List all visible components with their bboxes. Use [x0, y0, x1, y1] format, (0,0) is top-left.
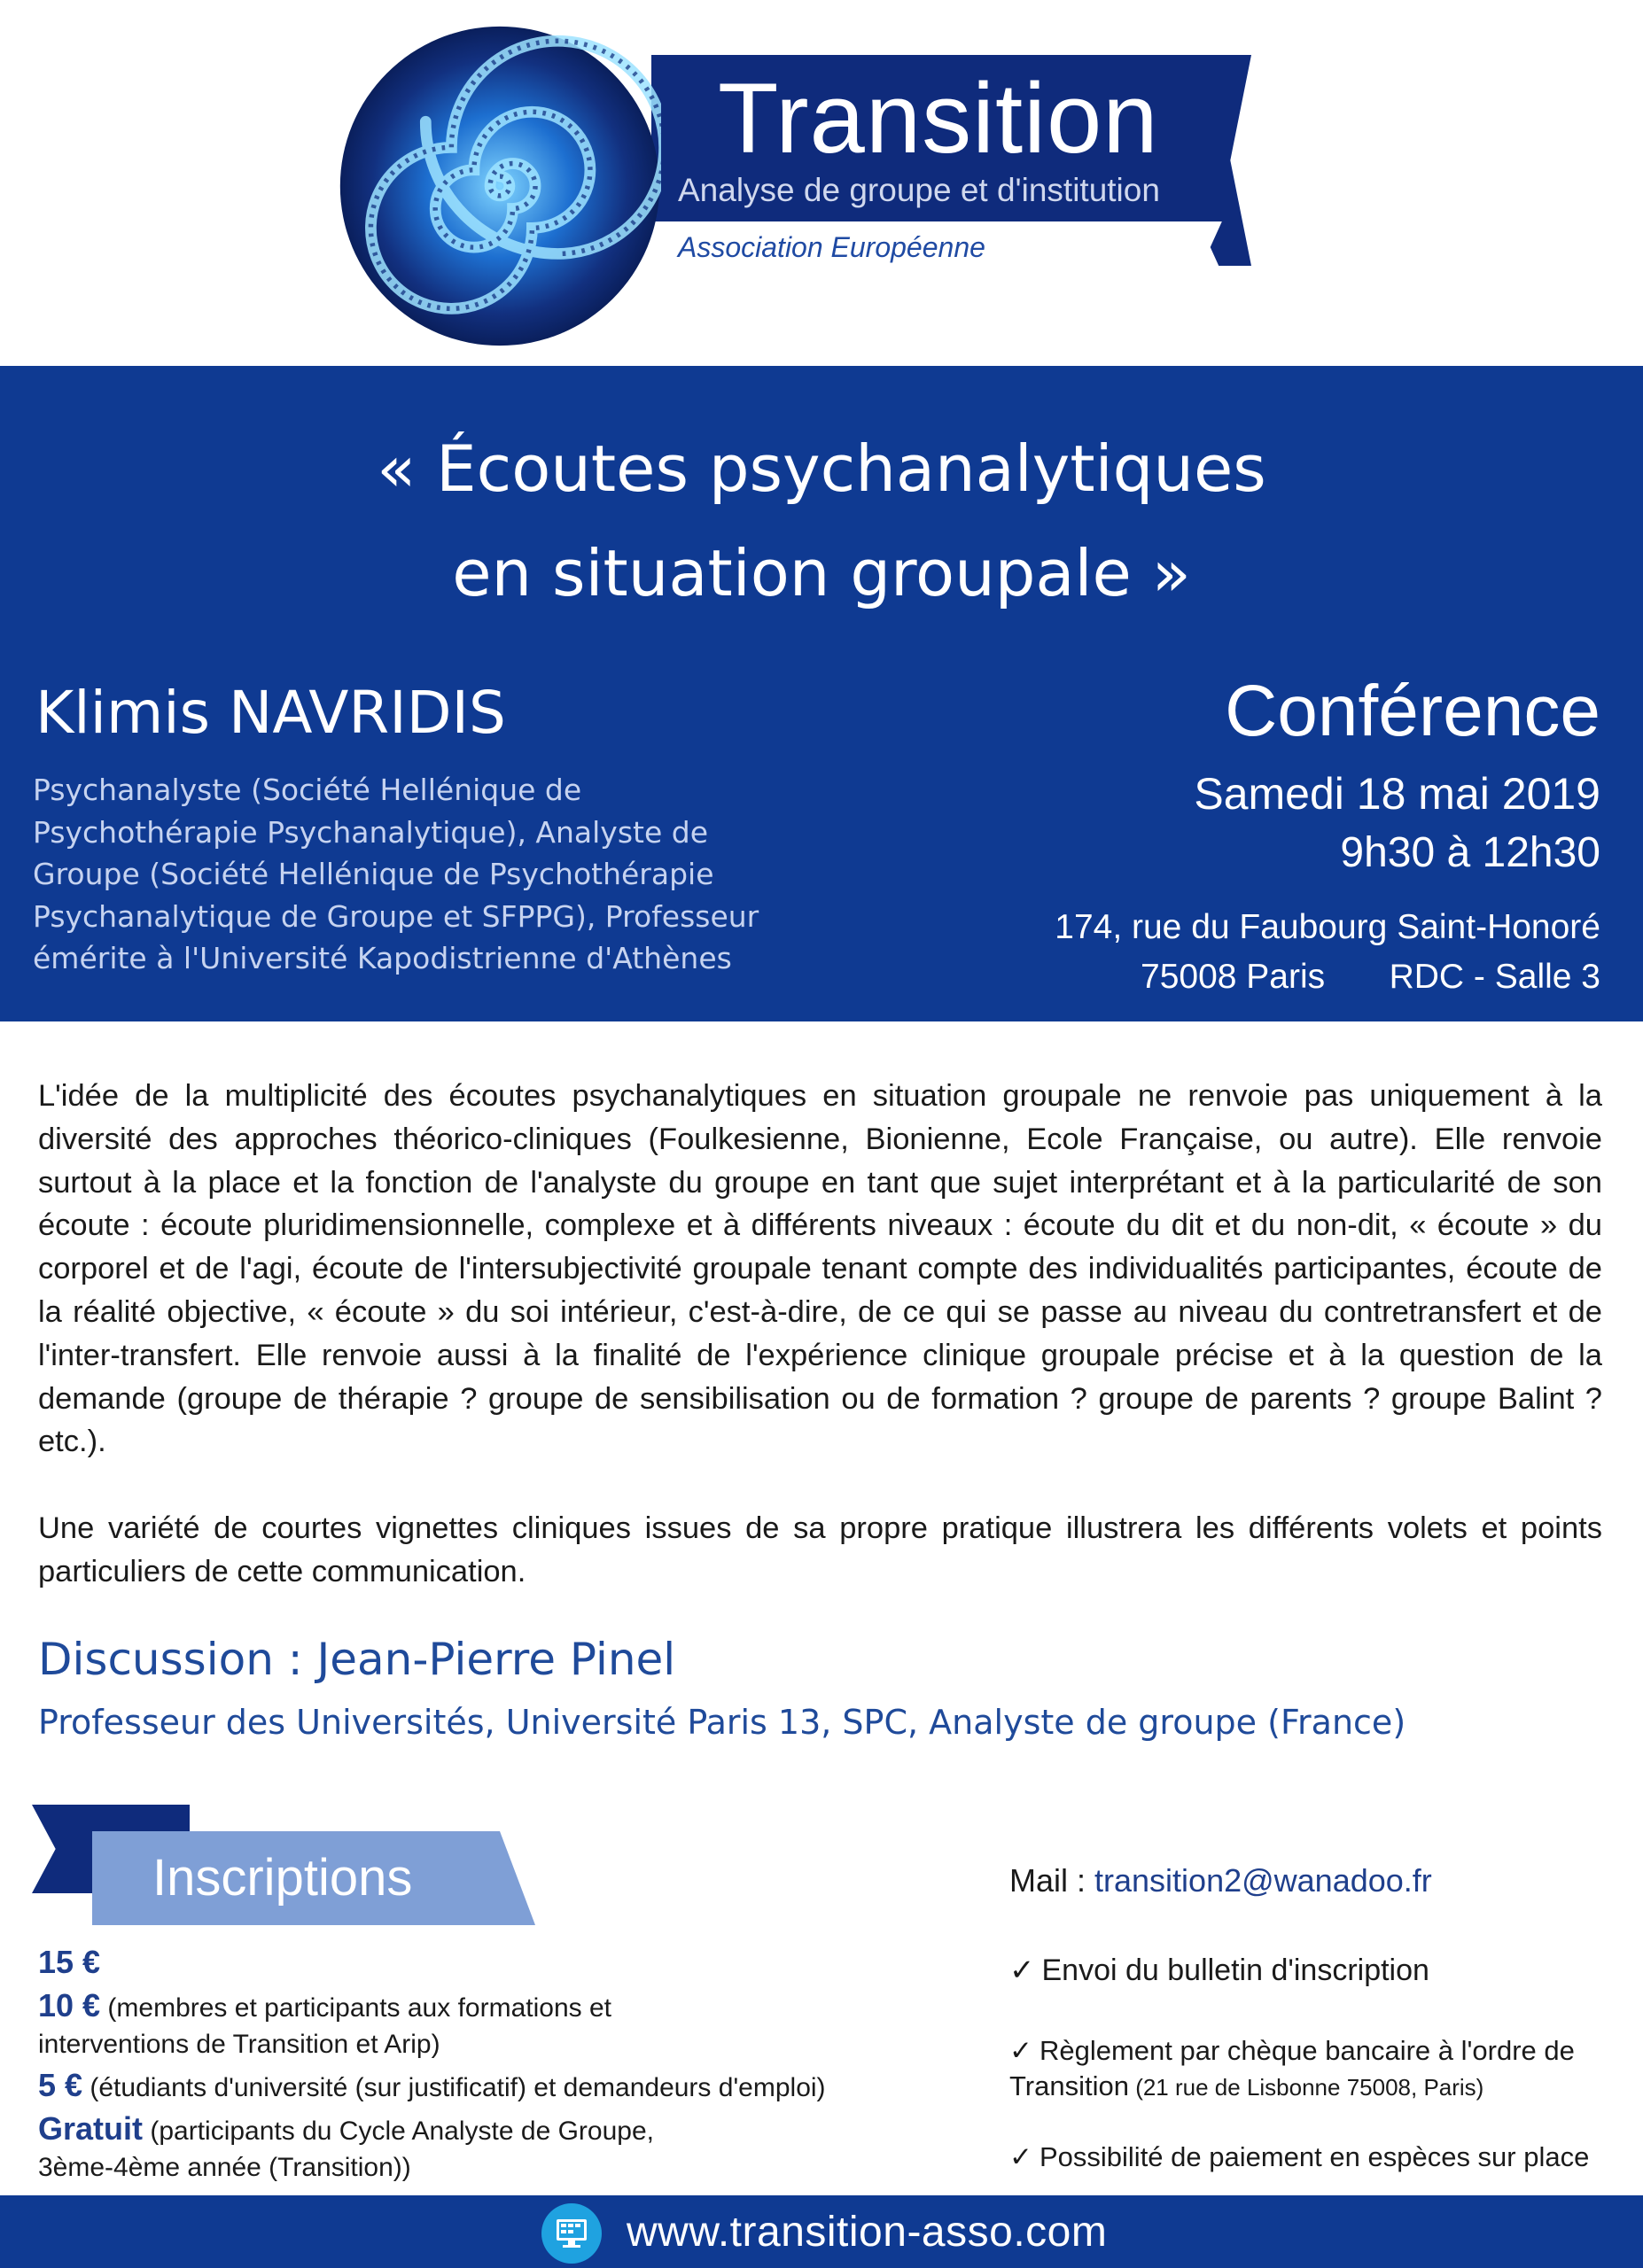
- checklist-text: Règlement par chèque bancaire à l'ordre de: [1039, 2035, 1575, 2066]
- price-amount: 15 €: [38, 1944, 101, 1980]
- speaker-bio-line: émérite à l'Université Kapodistrienne d'Athènes: [33, 941, 732, 975]
- check-icon: ✓: [1009, 1953, 1035, 1987]
- checklist-item: [1009, 2033, 1575, 2105]
- event-date: Samedi 18 mai 2019: [1194, 769, 1600, 819]
- check-icon: ✓: [1009, 2035, 1032, 2066]
- mail-label: Mail :: [1009, 1862, 1095, 1899]
- event-type: Conférence: [1225, 671, 1600, 751]
- discussion-title: Discussion : Jean-Pierre Pinel: [38, 1634, 676, 1685]
- computer-icon-glyph: [541, 2203, 602, 2264]
- price-note: interventions de Transition et Arip): [38, 2030, 440, 2059]
- conference-title-line1: « Écoutes psychanalytiques: [377, 431, 1266, 506]
- description-paragraph: L'idée de la multiplicité des écoutes psychanalytiques en situation groupale ne renvoie pas uniquement à la diversité des approches théorico-cliniques (Foulkesienne, Bionienne, Ecole Française, ou autre). Elle renvoie surtout à la place et la fonction de l'analyste du groupe en tant que sujet interprétant et à la particularité de son écoute : écoute pluridimensionnelle, complexe et à différents niveaux : écoute du dit et du non-dit, « écoute » du corporel et de l'agi, écoute de l'intersubjectivité groupale tenant compte des individualités participantes, écoute de la réalité objective, « écoute » du soi intérieur, c'est-à-dire, de ce qui se passe au niveau du contretransfert et de l'inter-transfert. Elle renvoie aussi à la finalité de l'expérience clinique groupale précise et à la question de la demande (groupe de thérapie ? groupe de sensibilisation ou de formation ? groupe de parents ? groupe Balint ? etc.).: [38, 1079, 1602, 1459]
- email-link[interactable]: transition2@wanadoo.fr: [1094, 1862, 1432, 1899]
- checklist-item: [1009, 2140, 1589, 2175]
- speaker-bio-line: Psychanalytique de Groupe et SFPPG), Professeur: [33, 898, 759, 934]
- checklist-text: Transition: [1009, 2070, 1129, 2102]
- mail-row: [1009, 1862, 1432, 1899]
- price-note: 3ème-4ème année (Transition)): [38, 2153, 411, 2182]
- description-paragraph: Une variété de courtes vignettes cliniques issues de sa propre pratique illustrera les différents volets et points particuliers de cette communication.: [38, 1511, 1602, 1588]
- speaker-bio-line: Psychothérapie Psychanalytique), Analyste de: [33, 814, 709, 850]
- price-amount: 5 €: [38, 2067, 83, 2103]
- spiral-logo-icon: [339, 25, 661, 347]
- price-item: [38, 2065, 960, 2109]
- price-amount: 10 €: [38, 1987, 101, 2023]
- conference-title: [0, 416, 1643, 625]
- price-item: [38, 2147, 960, 2188]
- checklist-text: Envoi du bulletin d'inscription: [1041, 1953, 1429, 1987]
- price-item: [38, 2023, 960, 2065]
- checklist-text: Possibilité de paiement en espèces sur place: [1039, 2141, 1590, 2172]
- website-link[interactable]: www.transition-asso.com: [627, 2209, 1108, 2256]
- price-note: (membres et participants aux formations et: [100, 1993, 611, 2023]
- speaker-bio: [33, 769, 768, 980]
- logo-tagline: Association Européenne: [678, 231, 985, 263]
- price-note: (participants du Cycle Analyste de Groupe,: [143, 2117, 654, 2146]
- speaker-bio-line: Groupe (Société Hellénique de Psychothérapie: [33, 857, 714, 891]
- checklist-subtext: (21 rue de Lisbonne 75008, Paris): [1128, 2074, 1484, 2101]
- event-address-street: 174, rue du Faubourg Saint-Honoré: [1055, 908, 1600, 946]
- contact-panel: [1009, 1862, 1630, 2184]
- event-room: RDC - Salle 3: [1389, 958, 1600, 996]
- inscriptions-title: Inscriptions: [152, 1849, 413, 1907]
- price-item: [38, 1985, 960, 2029]
- event-address-city: 75008 Paris: [1141, 958, 1326, 996]
- description: [38, 1075, 1602, 1637]
- price-note: (étudiants d'université (sur justificatif) et demandeurs d'emploi): [82, 2073, 826, 2102]
- computer-icon: [541, 2203, 602, 2264]
- checklist-item: [1009, 1951, 1429, 1990]
- speaker-name: Klimis NAVRIDIS: [35, 679, 506, 747]
- logo-subtitle: Analyse de groupe et d'institution: [678, 172, 1160, 208]
- event-time: 9h30 à 12h30: [1340, 829, 1600, 876]
- price-list: [38, 1942, 960, 2188]
- discussion-role: Professeur des Universités, Université Paris 13, SPC, Analyste de groupe (France): [38, 1703, 1406, 1742]
- price-amount: Gratuit: [38, 2110, 144, 2147]
- conference-title-line2: en situation groupale »: [452, 536, 1191, 610]
- price-item: [38, 2109, 960, 2152]
- logo-title: Transition: [718, 63, 1159, 174]
- check-icon: ✓: [1009, 2141, 1032, 2172]
- price-item: [38, 1942, 960, 1985]
- speaker-bio-line: Psychanalyste (Société Hellénique de: [33, 773, 582, 807]
